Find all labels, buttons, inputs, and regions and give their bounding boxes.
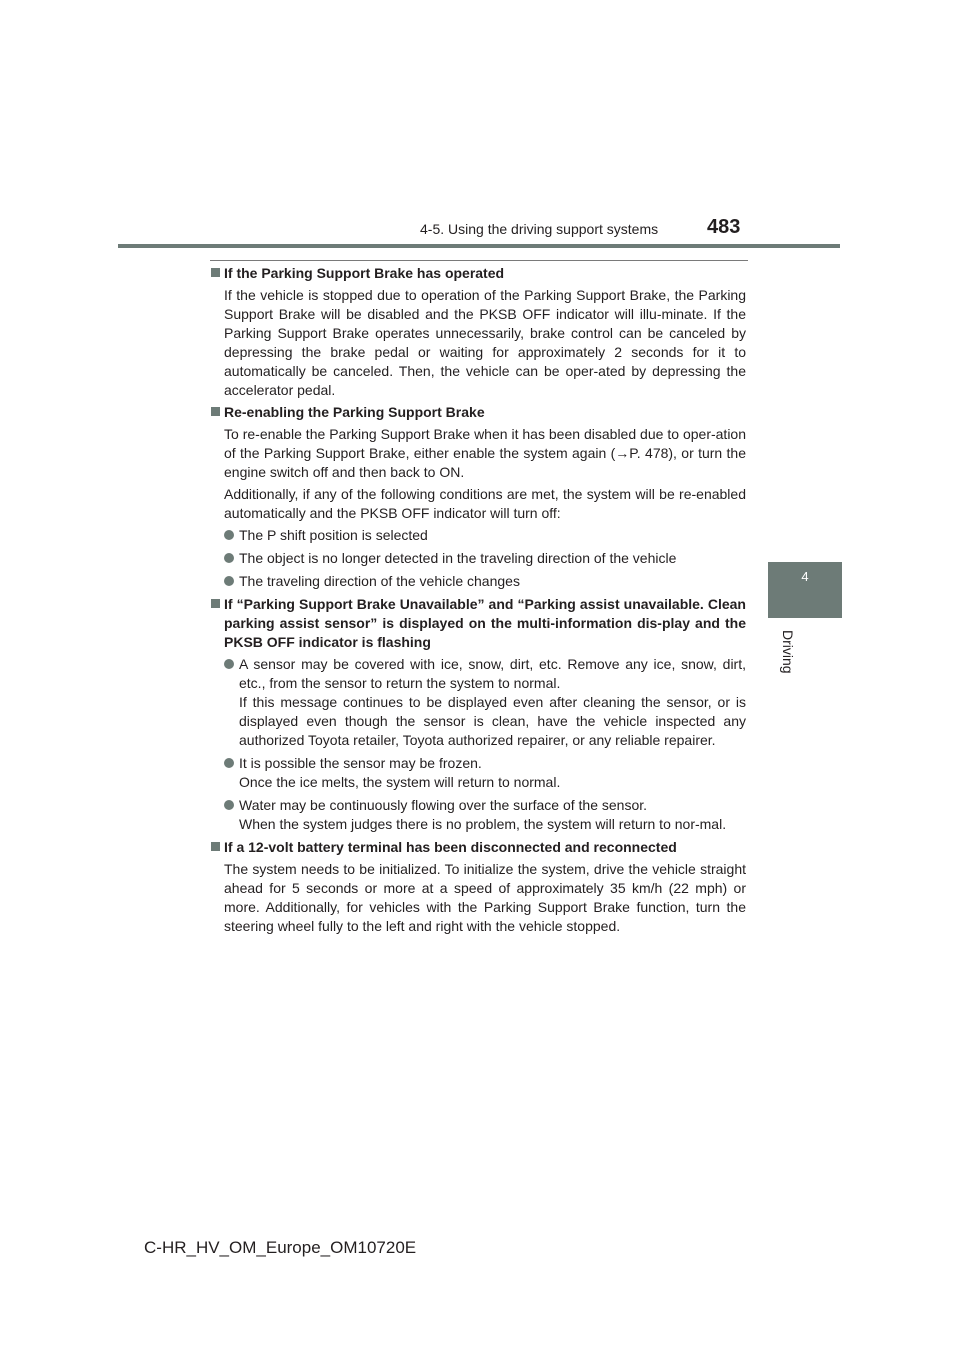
list-item-text: The traveling direction of the vehicle changes [239, 573, 520, 589]
round-bullet-icon [224, 530, 234, 540]
section-re-enabling [211, 403, 746, 591]
section-heading [211, 838, 746, 857]
heading-text: Re-enabling the Parking Support Brake [224, 404, 485, 420]
paragraph: If the vehicle is stopped due to operation of the Parking Support Brake, the Parking Support Brake will be disabled and the PKSB OFF indicator will illu-minate. If the Parking Support Brake operates unnecessarily, brake control can be canceled by depressing the brake pedal or waiting for approximately 2 seconds for it to automatically be canceled. Then, the vehicle can be oper-ated by depressing the accelerator pedal. [224, 287, 746, 398]
document-code: C-HR_HV_OM_Europe_OM10720E [144, 1238, 417, 1257]
list-item-text: If this message continues to be displayed even after cleaning the sensor, or is displayed even though the sensor is clean, have the vehicle inspected any authorized Toyota retailer, Toyota authorized repairer, or any reliable repairer. [239, 694, 746, 748]
list-item-text: Once the ice melts, the system will return to normal. [239, 774, 561, 790]
chapter-number: 4 [801, 569, 809, 584]
section-battery-reconnected [211, 838, 746, 936]
list-item [224, 572, 746, 591]
section-unavailable-message [211, 595, 746, 834]
paragraph: The system needs to be initialized. To initialize the system, drive the vehicle straight ahead for 5 seconds or more at a speed of approximately 35 km/h (22 mph) or more. Additionally, for vehicles with the Parking Support Brake function, turn the steering wheel fully to the left and right with the vehicle stopped. [224, 861, 746, 934]
list-item-text: When the system judges there is no problem, the system will return to nor-mal. [239, 816, 727, 832]
square-bullet-icon [211, 842, 220, 851]
page-content [211, 264, 746, 939]
list-item-text: A sensor may be covered with ice, snow, dirt, etc. Remove any ice, snow, dirt, etc., from the sensor to return the system to normal. [239, 656, 746, 691]
header-section-title: 4-5. Using the driving support systems [420, 221, 659, 237]
square-bullet-icon [211, 407, 220, 416]
round-bullet-icon [224, 758, 234, 768]
round-bullet-icon [224, 800, 234, 810]
header-rule [118, 244, 840, 248]
list-item-text: Water may be continuously flowing over the surface of the sensor. [239, 797, 648, 813]
list-item-text: The P shift position is selected [239, 527, 428, 543]
section-heading [211, 403, 746, 422]
heading-text: If the Parking Support Brake has operated [224, 265, 505, 281]
section-heading [211, 595, 746, 652]
round-bullet-icon [224, 576, 234, 586]
list-item [224, 655, 746, 750]
heading-text: If “Parking Support Brake Unavailable” and “Parking assist unavailable. Clean parking assist sensor” is displayed on the multi-information dis-play and the PKSB OFF indicator is flashing [224, 596, 746, 650]
round-bullet-icon [224, 553, 234, 563]
round-bullet-icon [224, 659, 234, 669]
paragraph: Additionally, if any of the following conditions are met, the system will be re-enabled automatically and the PKSB OFF indicator will turn off: [224, 486, 746, 521]
section-pksb-operated [211, 264, 746, 400]
list-item-text: It is possible the sensor may be frozen. [239, 755, 482, 771]
content-rule [210, 260, 748, 261]
square-bullet-icon [211, 599, 220, 608]
section-heading [211, 264, 746, 283]
list-item [224, 754, 746, 792]
square-bullet-icon [211, 268, 220, 277]
page-number: 483 [707, 216, 741, 238]
heading-text: If a 12-volt battery terminal has been disconnected and reconnected [224, 839, 677, 855]
list-item [224, 549, 746, 568]
paragraph: To re-enable the Parking Support Brake when it has been disabled due to oper-ation of the Parking Support Brake, either enable the system again (→P. 478), or turn the engine switch off and then back to ON. [224, 426, 746, 480]
chapter-name: Driving [780, 630, 796, 674]
list-item [224, 526, 746, 545]
list-item [224, 796, 746, 834]
list-item-text: The object is no longer detected in the traveling direction of the vehicle [239, 550, 677, 566]
